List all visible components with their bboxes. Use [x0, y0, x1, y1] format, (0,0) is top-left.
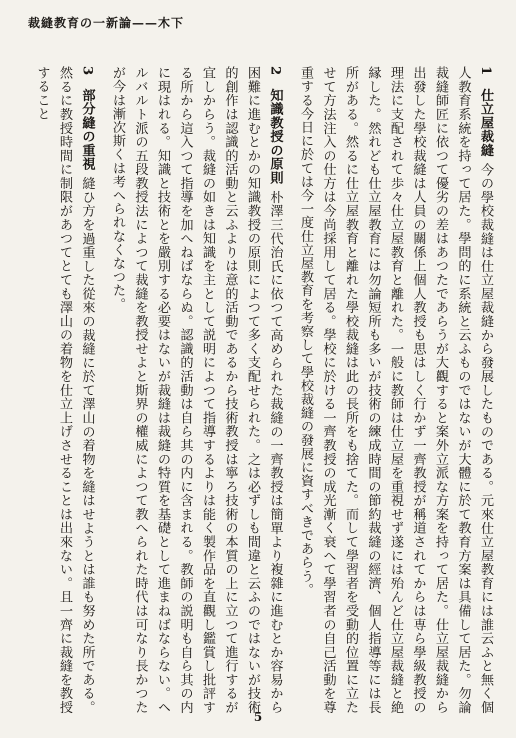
- section-number: 2: [267, 66, 283, 76]
- vertical-body-text: [21, 66, 496, 714]
- section-number: 3: [79, 66, 95, 76]
- section-paragraph: 今の學校裁縫は仕立屋裁縫から發展したものである。元來仕立屋教育には誰云ふと無く個人教育系統を持って居た。學問的に系統と云ふものではないが大體に於て教育方案は具備して居た。勿論裁縫師匠に依つて優劣の差はあつたであらうが大觀すると案外立派な方案を持って居た。仕立屋裁縫から出發した學校裁縫は人員の關係上個人教授も思はしく行かず一齊教授が稱道されてからは専ら學級教授の理法に支配されて歩々仕立屋教育と離れた。一般に教師は仕立屋を重視せず遂には殆んど仕立屋裁縫と絶縁した。然れども仕立屋教育には勿論短所も多いが技術の練成時間の節約裁縫の經濟、個人指導等には長所がある。然るに仕立屋教育と離れた學校裁縫は此の長所をも捨てた。而して學習者を受動的位置に立たせて方法注入の仕方は今尚採用して居る。學校に於ける一齊教授の成光漸く衰へて學習者の自己活動を尊重する今日に於ては今一度仕立屋教育を考察して學校裁縫の發展に資すべきであらう。: [298, 66, 493, 714]
- section-paragraph: 朴澤三代治氏に依つて高められた裁縫の一齊教授は簡單より複雜に進むとか容易から困難に進むとかの知識教授の原則によつて多く支配せられた。之は必ずしも間違と云ふのではないが技術的創作は認識的活動と云ふよりは意的活動であるから技術教授は寧ろ技術の本質の上に立つて進行するが宜しからう。裁縫の如きは知識を主として説明によつて指導するよりは能く製作品を直觀し鑑賞し批評する所から這入つて指導を加へねばならぬ。認識的活動は自ら其の内に含まれる。教師の説明も自ら其の内に現はれる。知識と技術とを嚴別する必要はないが裁縫は裁縫の特質を基礎として進まねばならない。ヘルバルト派の五段教授法によつて裁縫を教授せよと斯界の權威によつて教へられた時代は可なり長かつたが今は漸次斯くは考へられなくなつた。: [110, 66, 283, 714]
- running-header: 裁縫教育の一新論——木下: [28, 16, 185, 30]
- section-2: [106, 66, 286, 714]
- section-3: [30, 66, 98, 714]
- section-1: [294, 66, 497, 714]
- section-heading: 仕立屋裁縫: [478, 87, 493, 157]
- page-number: 5: [253, 710, 263, 724]
- section-heading: 部分縫の重視: [79, 87, 95, 171]
- section-heading: 知識教授の原則: [267, 87, 283, 185]
- section-paragraph: 縫ひ方を過重した從來の裁縫に於て澤山の着物を縫はせようとは誰も努めた所である。然るに教授時間に制限があつてとても澤山の着物を仕立上げさせることは出來ない。且一齊に裁縫を教授すること: [34, 66, 95, 714]
- section-number: 1: [478, 66, 493, 76]
